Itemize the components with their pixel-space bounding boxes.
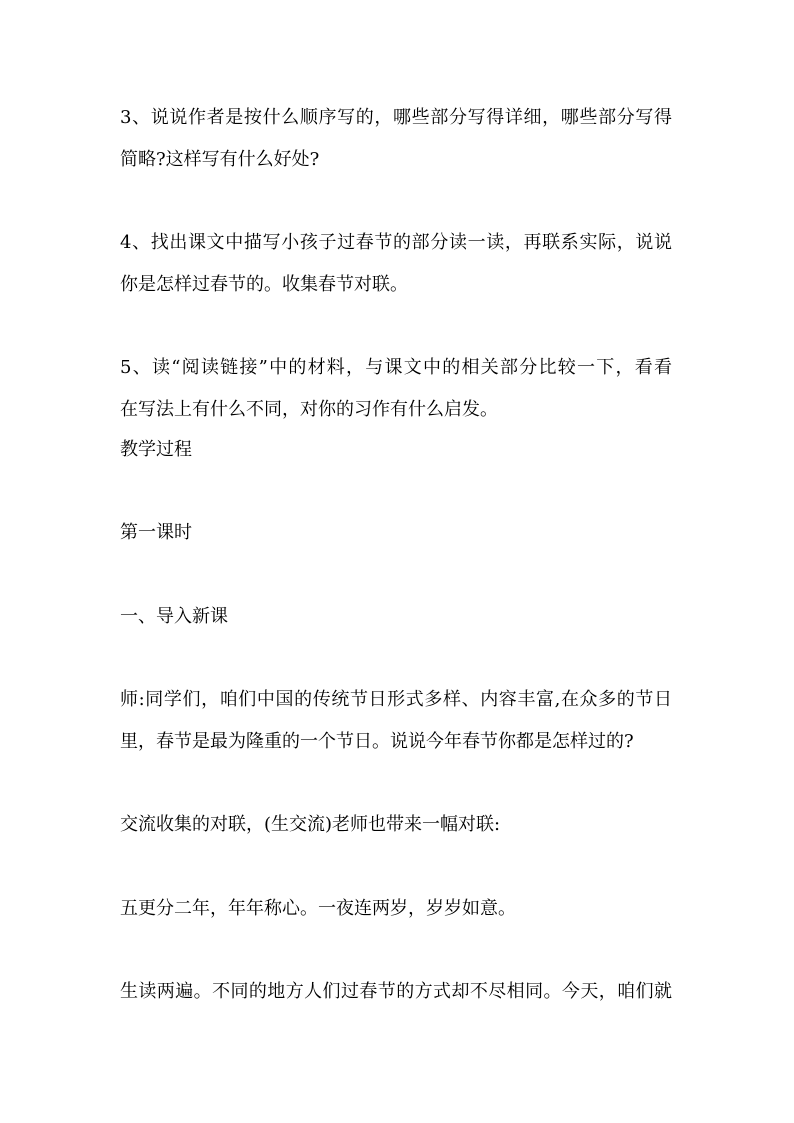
section-heading: 教学过程	[120, 439, 192, 460]
body-paragraph-4-line-1: 生读两遍。不同的地方人们过春节的方式却不尽相同。今天，咱们就	[120, 981, 672, 1002]
couplet-text: 五更分二年，年年称心。一夜连两岁，岁岁如意。	[120, 898, 516, 919]
question-4-line-1: 4、找出课文中描写小孩子过春节的部分读一读，再联系实际，说说	[120, 232, 672, 253]
body-paragraph-2: 交流收集的对联，(生交流)老师也带来一幅对联:	[120, 814, 501, 835]
body-paragraph-1-line-2: 里，春节是最为隆重的一个节日。说说今年春节你都是怎样过的?	[120, 731, 634, 752]
question-3-line-2: 简略?这样写有什么好处?	[120, 149, 320, 170]
part-heading: 一、导入新课	[120, 606, 228, 627]
question-5-line-2: 在写法上有什么不同，对你的习作有什么启发。	[120, 399, 498, 420]
question-3-line-1: 3、说说作者是按什么顺序写的，哪些部分写得详细，哪些部分写得	[120, 107, 672, 128]
question-4-line-2: 你是怎样过春节的。收集春节对联。	[120, 274, 408, 295]
question-5-line-1: 5、读“阅读链接”中的材料，与课文中的相关部分比较一下，看看	[120, 357, 672, 378]
lesson-heading: 第一课时	[120, 522, 192, 543]
body-paragraph-1-line-1: 师:同学们，咱们中国的传统节日形式多样、内容丰富,在众多的节日	[120, 689, 672, 710]
